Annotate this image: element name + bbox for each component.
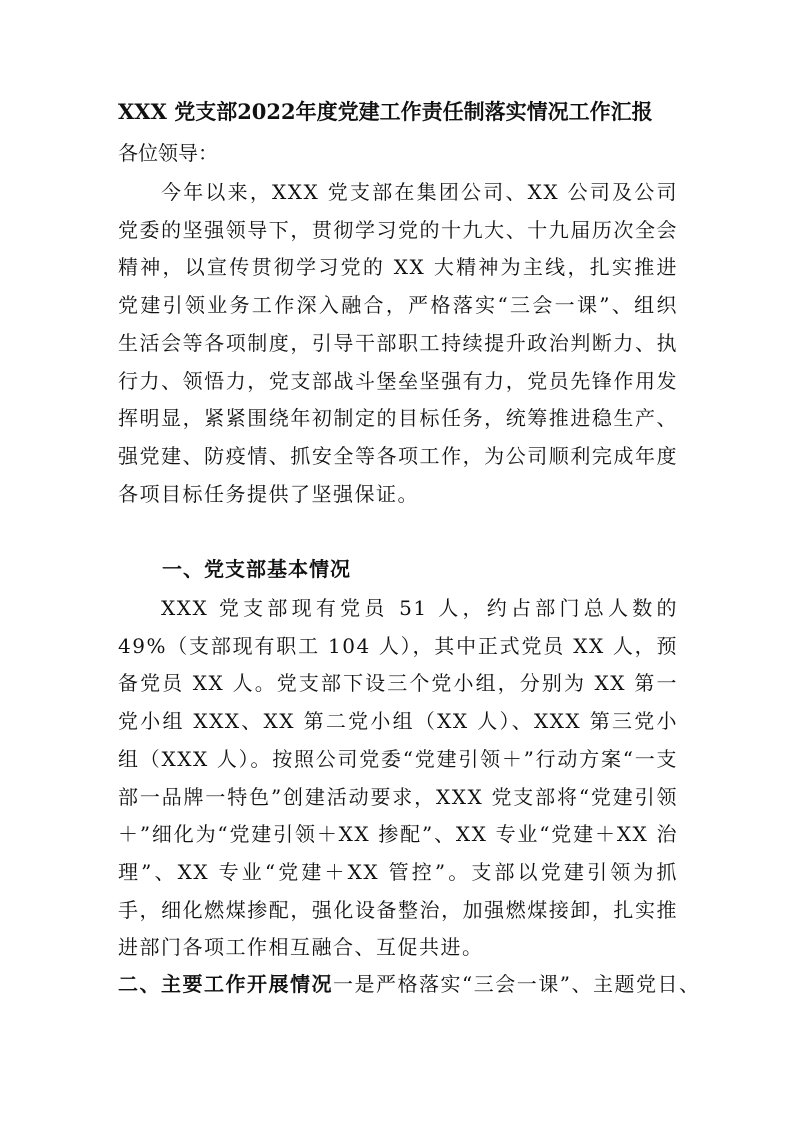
section-2-heading: 二、主要工作开展情况 <box>118 972 333 996</box>
section-2-line <box>118 968 701 997</box>
section-2-start-text: 一是严格落实“三会一课”、主题党日、 <box>333 972 701 996</box>
salutation: 各位领导： <box>118 141 218 165</box>
intro-paragraph: 今年以来，XXX 党支部在集团公司、XX 公司及公司党委的坚强领导下，贯彻学习党的十九大、十九届历次全会精神，以宣传贯彻学习党的 XX 大精神为主线，扎实推进党建引领业务工作深入融合，严格落实“三会一课”、组织生活会等各项制度，引导干部职工持续提升政治判断力、执行力、领悟力，党支部战斗堡垒坚强有力，党员先锋作用发挥明显，紧紧围绕年初制定的目标任务，统筹推进稳生产、强党建、防疫情、抓安全等各项工作，为公司顺利完成年度各项目标任务提供了坚强保证。 <box>118 180 678 506</box>
document-title: XXX 党支部2022年度党建工作责任制落实情况工作汇报 <box>118 99 653 124</box>
section-1-paragraph: XXX 党支部现有党员 51 人，约占部门总人数的 49%（支部现有职工 104 人），其中正式党员 XX 人，预备党员 XX 人。党支部下设三个党小组，分别为 XX 第一党小组 XXX、XX 第二党小组（XX 人）、XXX 第三党小组（XXX 人）。按照公司党委“党建引领＋”行动方案“一支部一品牌一特色”创建活动要求，XXX 党支部将“党建引领＋”细化为“党建引领＋XX 掺配”、XX 专业“党建＋XX 治理”、XX 专业“党建＋XX 管控”。支部以党建引领为抓手，细化燃煤掺配，强化设备整治，加强燃煤接卸，扎实推进部门各项工作相互融合、互促共进。 <box>118 596 678 960</box>
section-1-heading: 一、党支部基本情况 <box>162 557 351 581</box>
